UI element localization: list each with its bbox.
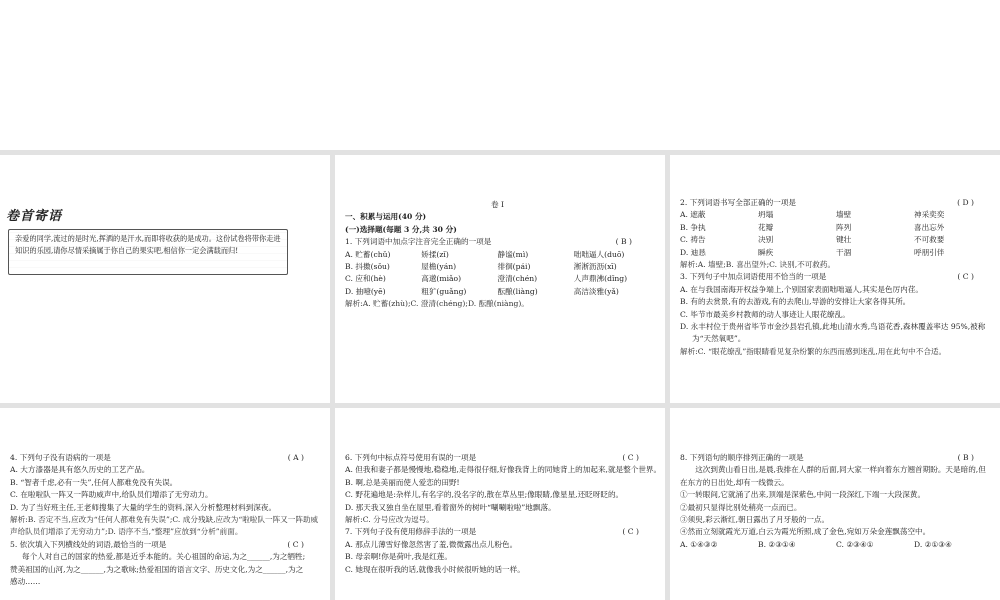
- question-6-option-a: A. 但我和妻子都是慢慢地,稳稳地,走得很仔细,好像我背上的同她背上的加起来,就是整个世界。: [345, 465, 662, 475]
- question-8-options: A. ①④③② B. ②③①④ C. ②③④① D. ②①③④: [680, 539, 952, 549]
- question-4-option-d: D. 为了当好班主任,王老师搜集了大量的学生的资料,深入分析整理材料到深夜。: [10, 502, 277, 512]
- subsection-heading: (一)选择题(每题 3 分,共 30 分): [345, 224, 457, 234]
- question-4-option-c: C. 在啦啦队一阵又一阵助威声中,给队员们增添了无穷动力。: [10, 490, 213, 500]
- question-2-row-d: D. 迪恳 瞬疾 干涸 呼朋引伴: [680, 247, 945, 257]
- question-2-row-a: A. 遮蔽 坍塌 墙壁 神采奕奕: [680, 210, 945, 220]
- question-8-sentence-4: ④然而立刻就霞光万道,白云为霞光所照,成了金色,宛如万朵金莲飘荡空中。: [680, 527, 931, 537]
- question-2-answer: ( D ): [957, 198, 974, 207]
- question-7-stem: 7. 下列句子没有使用修辞手法的一项是 ( C ): [345, 526, 657, 538]
- page-question-8: [670, 408, 1000, 600]
- question-5-passage-line-1: 每个人对自己的国家的热爱,都是近乎本能的。关心祖国的命运,为之______,为之牺牲;: [22, 552, 306, 562]
- question-5-passage-line-3: 感动……: [10, 577, 41, 587]
- question-1-stem: 1. 下列词语中加点字注音完全正确的一项是 ( B ): [345, 236, 650, 248]
- question-8-intro: 这次到黄山看日出,是晨,我排在人群的后面,同大家一样向着东方翘首期盼。天是暗的,但在东方的日出处,却有一线微云。: [680, 465, 986, 487]
- question-7-answer: ( C ): [622, 527, 639, 537]
- exam-part-heading: 卷 Ⅰ: [490, 200, 504, 209]
- question-3-option-c: C. 毕节市最美乡村教师的动人事迹让人眼花缭乱。: [680, 309, 850, 319]
- question-2-row-c: C. 祷告 决别 键壮 不可救要: [680, 235, 945, 245]
- page-preface: [0, 155, 330, 403]
- page-questions-2-3: [670, 155, 1000, 403]
- page-questions-6-7: [335, 408, 665, 600]
- question-8-sentence-2: ②最初只显得比别处稍亮一点而已。: [680, 502, 802, 512]
- question-7-option-b: B. 母亲啊!你是荷叶,我是红莲。: [345, 552, 452, 562]
- preface-message-box: [8, 229, 288, 275]
- question-3-stem: 3. 下列句子中加点词语使用不恰当的一项是 ( C ): [680, 271, 992, 283]
- page-questions-4-5: [0, 408, 330, 600]
- preface-title: 卷首寄语: [6, 209, 63, 224]
- question-3-answer: ( C ): [957, 272, 974, 282]
- question-1-row-a: A. 贮蓄(chǔ) 矫揉(zǐ) 静谧(mì) 咄咄逼人(duō): [345, 249, 625, 259]
- preface-message: 亲爱的同学,流过的是时光,挥洒的是汗水,而即将收获的是成功。这份试卷将带你走进知识的乐园,请你尽情采摘属于你自己的果实吧,相信你一定会满载而归!: [15, 234, 281, 255]
- question-6-option-d: D. 那天我又独自坐在屋里,看着窗外的树叶“唰唰啦啦”地飘落。: [345, 502, 556, 512]
- question-1-row-d: D. 抽噎(yē) 粗犷(guǎng) 酝酿(liàng) 高洁淡雅(yǎ): [345, 286, 619, 296]
- question-3-option-a: A. 在与我国南海开权益争端上,个别国家表面咄咄逼人,其实是色厉内荏。: [680, 284, 923, 294]
- question-7-option-c: C. 她现在很听我的话,就像我小时候很听她的话一样。: [345, 564, 525, 574]
- question-2-stem: 2. 下列词语书写全部正确的一项是 ( D ): [680, 197, 992, 209]
- question-1-row-b: B. 抖擞(sǒu) 屋檐(yán) 徘徊(pái) 淅淅沥沥(xī): [345, 262, 617, 272]
- question-3-option-d: D. 永丰村位于贵州省毕节市金沙县岩孔镇,此地山清水秀,鸟语花香,森林覆盖率达 95%,被称: [680, 322, 986, 332]
- page-question-1: [335, 155, 665, 403]
- section-heading: 一、积累与运用(40 分): [345, 212, 427, 222]
- question-6-stem: 6. 下列句中标点符号使用有误的一项是 ( C ): [345, 452, 657, 464]
- question-5-answer: ( C ): [287, 539, 304, 549]
- blank-top-area: [0, 0, 1000, 150]
- question-1-row-c: C. 应和(hè) 高邈(miǎo) 澄清(chén) 人声鼎沸(dǐng): [345, 274, 628, 284]
- question-6-option-b: B. 啊,总是美丽而使人爱恋的田野!: [345, 477, 460, 487]
- question-3-explanation: 解析:C. “眼花缭乱”指眼睛看见复杂纷繁的东西而感到迷乱,用在此句中不合适。: [680, 346, 947, 356]
- question-2-row-b: B. 争执 花瓣 阵列 喜出忘外: [680, 222, 945, 232]
- question-5-stem: 5. 依次填入下列横线处的词语,最恰当的一项是 ( C ): [10, 539, 322, 551]
- question-5-passage-line-2: 赞美祖国的山河,为之______,为之歌咏;热爱祖国的语言文字、历史文化,为之______,为之: [10, 564, 304, 574]
- question-4-option-b: B. “智者千虑,必有一失”,任何人都难免没有失误。: [10, 477, 178, 487]
- question-8-sentence-3: ③须臾,彩云渐红,朝日露出了月牙般的一点。: [680, 515, 830, 525]
- question-6-answer: ( C ): [622, 453, 639, 462]
- question-6-explanation: 解析:C. 分号应改为逗号。: [345, 515, 434, 525]
- question-8-answer: ( B ): [957, 453, 974, 462]
- question-8-stem: 8. 下列语句的顺序排列正确的一项是 ( B ): [680, 452, 992, 464]
- question-8-sentence-1: ①一转眼间,它就涌了出来,顶端是深紫色,中间一段深红,下端一大段深黄。: [680, 490, 926, 500]
- question-7-option-a: A. 那点儿薄雪好像忽然害了羞,微微露出点儿粉色。: [345, 539, 518, 549]
- question-3-option-d-cont: 为“天然氧吧”。: [692, 334, 746, 344]
- question-2-explanation: 解析:A. 墙壁;B. 喜出望外;C. 诀别,不可救药。: [680, 260, 836, 270]
- question-1-answer: ( B ): [615, 237, 632, 247]
- question-4-option-a: A. 大方漆器是具有悠久历史的工艺产品。: [10, 465, 150, 475]
- question-4-answer: ( A ): [287, 453, 304, 462]
- question-6-option-c: C. 野花遍地是:杂样儿,有名字的,没名字的,散在草丛里;像眼睛,像星星,还眨呀眨的。: [345, 490, 624, 500]
- question-3-option-b: B. 有的去赏景,有的去游戏,有的去爬山,导游的安排让大家各得其所。: [680, 297, 911, 307]
- question-4-stem: 4. 下列句子没有语病的一项是 ( A ): [10, 452, 322, 464]
- question-1-explanation: 解析:A. 贮蓄(zhù);C. 澄清(chéng);D. 酝酿(niàng)。: [345, 299, 529, 309]
- question-4-explanation: 解析:B. 否定不当,应改为“任何人都难免有失误”;C. 成分残缺,应改为“啦啦队一阵又一阵助威声给队员们增添了无穷动力”;D. 语序不当,“整理”应放到“分析”前面。: [10, 515, 319, 537]
